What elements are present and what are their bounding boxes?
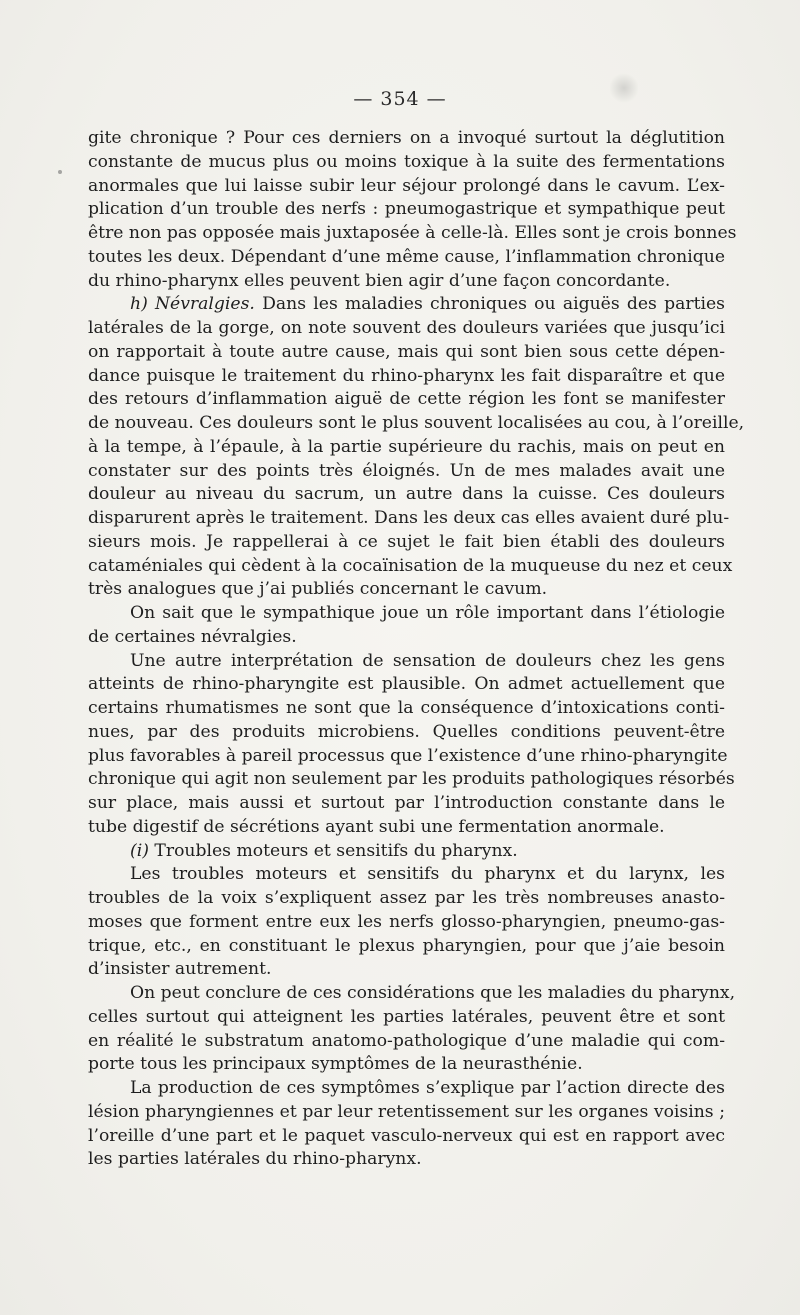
- text-line: porte tous les principaux symptômes de la neurasthénie.: [88, 1054, 583, 1075]
- text-line: Les troubles moteurs et sensitifs du pharynx et du larynx, les: [130, 864, 725, 885]
- text-line: l’oreille d’une part et le paquet vasculo-nerveux qui est en rapport avec: [88, 1125, 725, 1146]
- text-line: plication d’un trouble des nerfs : pneumogastrique et sympathique peut: [88, 199, 725, 220]
- text-line: sieurs mois. Je rappellerai à ce sujet le fait bien établi des douleurs: [88, 531, 725, 552]
- text-line: gite chronique ? Pour ces derniers on a invoqué surtout la déglutition: [88, 128, 725, 148]
- text-line: moses que forment entre eux les nerfs glosso-pharyngien, pneumo-gas-: [88, 911, 725, 932]
- section-h-line: h) Névralgies. Dans les maladies chroniques ou aiguës des parties: [130, 294, 725, 315]
- margin-mark: [58, 170, 62, 174]
- text-line: cataméniales qui cèdent à la cocaïnisation de la muqueuse du nez et ceux: [88, 555, 733, 576]
- text-line: à la tempe, à l’épaule, à la partie supérieure du rachis, mais on peut en: [88, 436, 725, 457]
- section-i-line: (i) Troubles moteurs et sensitifs du pharynx.: [130, 840, 518, 861]
- text-line: anormales que lui laisse subir leur séjour prolongé dans le cavum. L’ex-: [88, 175, 725, 196]
- text-line: La production de ces symptômes s’explique par l’action directe des: [130, 1078, 725, 1098]
- text-line: être non pas opposée mais juxtaposée à celle-là. Elles sont je crois bonnes: [88, 223, 737, 243]
- text-line: On peut conclure de ces considérations que les maladies du pharynx,: [130, 983, 736, 1003]
- text-line: des retours d’inflammation aiguë de cette région les font se manifester: [88, 389, 725, 410]
- text-line: plus favorables à pareil processus que l’existence d’une rhino-pharyngite: [88, 745, 728, 766]
- text-line: sur place, mais aussi et surtout par l’introduction constante dans le: [88, 793, 725, 813]
- text-line: constater sur des points très éloignés. Un de mes malades avait une: [88, 460, 725, 481]
- body-text: [88, 127, 745, 1172]
- text-line: On sait que le sympathique joue un rôle important dans l’étiologie: [130, 603, 725, 623]
- text-line: Une autre interprétation de sensation de douleurs chez les gens: [130, 650, 725, 671]
- text-line: les parties latérales du rhino-pharynx.: [88, 1149, 422, 1170]
- text-line: troubles de la voix s’expliquent assez par les très nombreuses anasto-: [88, 888, 725, 908]
- section-heading-i: (i): [130, 840, 149, 861]
- text-line: de nouveau. Ces douleurs sont le plus souvent localisées au cou, à l’oreille,: [88, 413, 745, 433]
- text-line: en réalité le substratum anatomo-pathologique d’une maladie qui com-: [88, 1030, 725, 1051]
- text-line: du rhino-pharynx elles peuvent bien agir d’une façon concordante.: [88, 270, 671, 291]
- text-line: douleur au niveau du sacrum, un autre dans la cuisse. Ces douleurs: [88, 484, 725, 505]
- text-line: dance puisque le traitement du rhino-pharynx les fait disparaître et que: [88, 365, 725, 386]
- text-line: toutes les deux. Dépendant d’une même cause, l’inflammation chronique: [88, 246, 725, 267]
- text-line: celles surtout qui atteignent les parties latérales, peuvent être et sont: [88, 1006, 725, 1027]
- section-heading-h: h) Névralgies.: [130, 294, 255, 315]
- text-line: on rapportait à toute autre cause, mais qui sont bien sous cette dépen-: [88, 341, 725, 362]
- text-line: de certaines névralgies.: [88, 626, 297, 647]
- text-line: trique, etc., en constituant le plexus pharyngien, pour que j’aie besoin: [88, 935, 725, 956]
- text-line: d’insister autrement.: [88, 959, 272, 980]
- text-line: nues, par des produits microbiens. Quelles conditions peuvent-être: [88, 721, 725, 742]
- text-line: latérales de la gorge, on note souvent des douleurs variées que jusqu’ici: [88, 318, 725, 338]
- text-line: certains rhumatismes ne sont que la conséquence d’intoxications conti-: [88, 698, 725, 718]
- text-line: disparurent après le traitement. Dans les deux cas elles avaient duré plu-: [88, 508, 730, 528]
- page-number: — 354 —: [353, 88, 447, 110]
- text-line: chronique qui agit non seulement par les produits pathologiques résorbés: [88, 769, 735, 790]
- text-line: tube digestif de sécrétions ayant subi une fermentation anormale.: [88, 816, 665, 837]
- text-line: atteints de rhino-pharyngite est plausible. On admet actuellement que: [88, 674, 725, 695]
- text-line: constante de mucus plus ou moins toxique à la suite des fermentations: [88, 151, 725, 172]
- text-line: très analogues que j’ai publiés concernant le cavum.: [88, 579, 548, 600]
- text-line: lésion pharyngiennes et par leur retentissement sur les organes voisins ;: [88, 1101, 725, 1122]
